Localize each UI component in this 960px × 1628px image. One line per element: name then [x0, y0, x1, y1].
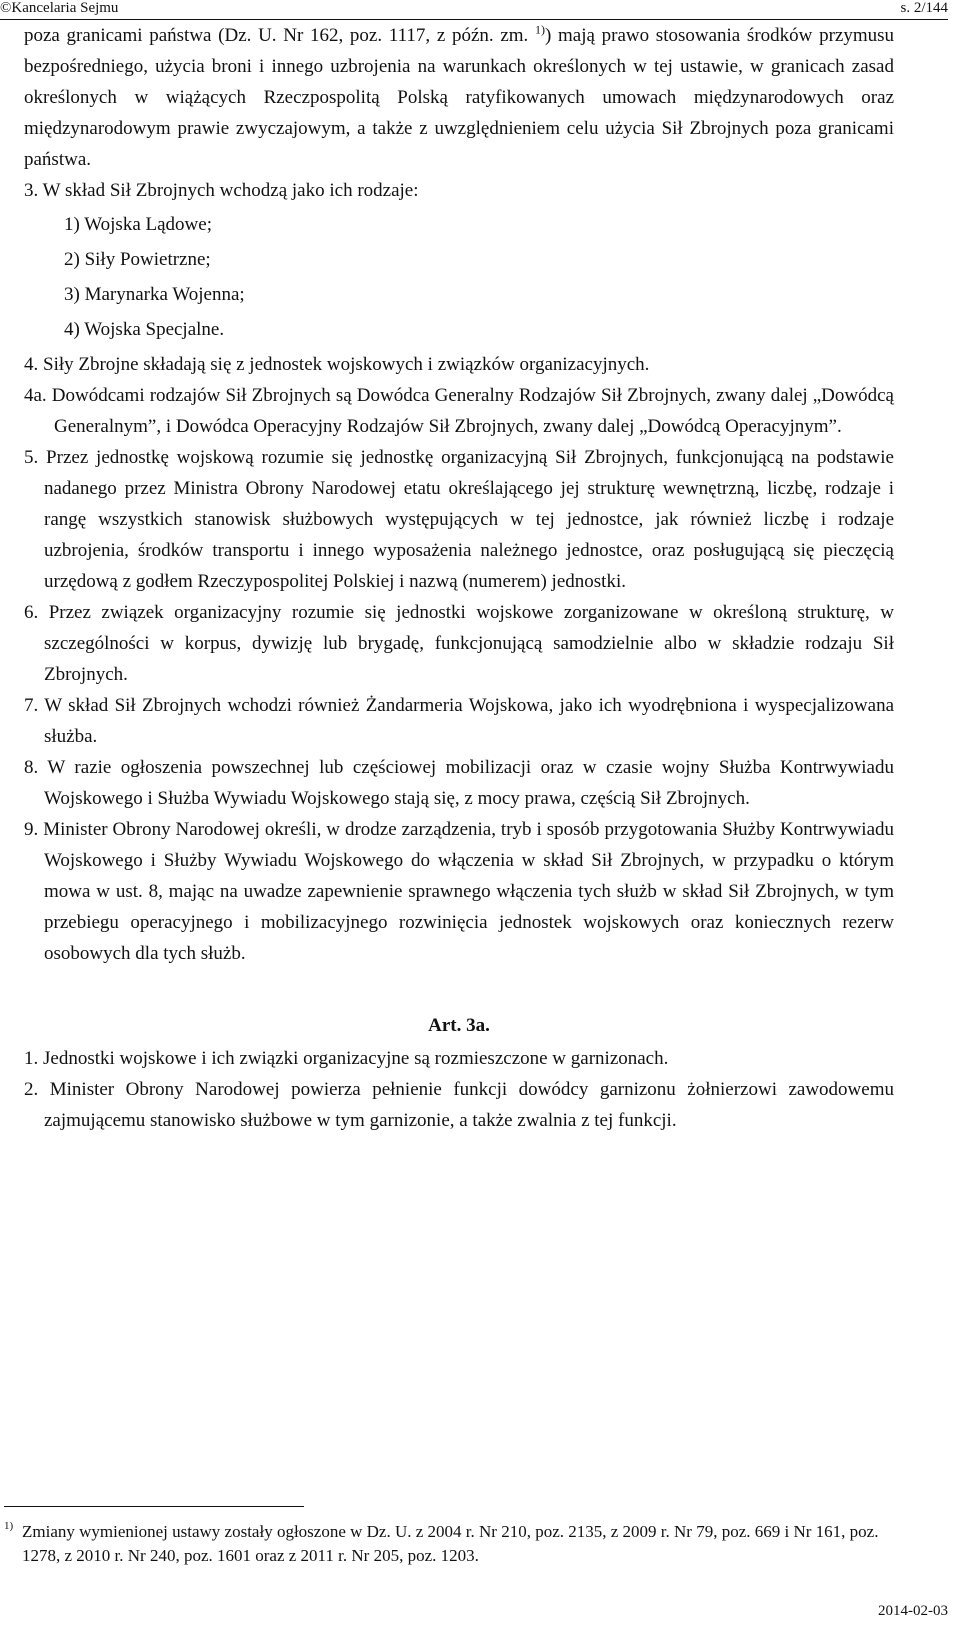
paragraph-4a: 4a. Dowódcami rodzajów Sił Zbrojnych są Dowódca Generalny Rodzajów Sił Zbrojnych, zwany dalej „Dowódcą Generalnym”, i Dowódca Operacyjny Rodzajów Sił Zbrojnych, zwany dalej „Dowódcą Operacyjnym”.: [24, 385, 894, 437]
document-date: 2014-02-03: [878, 1603, 948, 1619]
list-item: 2) Siły Powietrzne;: [64, 249, 211, 270]
list-item: 1) Wojska Lądowe;: [64, 214, 212, 235]
article-paragraph-1: 1. Jednostki wojskowe i ich związki organizacyjne są rozmieszczone w garnizonach.: [24, 1048, 669, 1069]
paragraph-7: 7. W skład Sił Zbrojnych wchodzi również Żandarmeria Wojskowa, jako ich wyodrębniona i wyspecjalizowana służba.: [24, 695, 894, 747]
paragraph-6: 6. Przez związek organizacyjny rozumie się jednostki wojskowe zorganizowane w określoną strukturę, w szczególności w korpus, dywizję lub brygadę, funkcjonującą samodzielnie albo w składzie rodzaju Sił Zbrojnych.: [24, 602, 894, 685]
paragraph-9: 9. Minister Obrony Narodowej określi, w drodze zarządzenia, tryb i sposób przygotowania Służby Kontrwywiadu Wojskowego i Służby Wywiadu Wojskowego do włączenia w skład Sił Zbrojnych, w przypadku o którym mowa w ust. 8, mając na uwadze zapewnienie sprawnego włączenia tych służb w skład Sił Zbrojnych, w tym przebiegu operacyjnego i mobilizacyjnego rozwinięcia jednostek wojskowych oraz koniecznych rezerw osobowych dla tych służb.: [24, 819, 894, 964]
paragraph-8: 8. W razie ogłoszenia powszechnej lub częściowej mobilizacji oraz w czasie wojny Służba Kontrwywiadu Wojskowego i Służba Wywiadu Wojskowego stają się, z mocy prawa, częścią Sił Zbrojnych.: [24, 757, 894, 809]
article-paragraph-2: 2. Minister Obrony Narodowej powierza pełnienie funkcji dowódcy garnizonu żołnierzowi zawodowemu zajmującemu stanowisko służbowe w tym garnizonie, a także zwalnia z tej funkcji.: [24, 1079, 894, 1131]
list-item: 3) Marynarka Wojenna;: [64, 284, 245, 305]
footnote-mark: 1): [4, 1520, 14, 1532]
footnote-text: Zmiany wymienionej ustawy zostały ogłoszone w Dz. U. z 2004 r. Nr 210, poz. 2135, z 2009 r. Nr 79, poz. 669 i Nr 161, poz. 1278, z 2010 r. Nr 240, poz. 1601 oraz z 2011 r. Nr 205, poz. 1203.: [22, 1522, 879, 1565]
footnote-separator: [4, 1506, 304, 1507]
page-number: s. 2/144: [900, 0, 948, 16]
paragraph-continuation-text-b: ) mają prawo stosowania środków przymusu bezpośredniego, użycia broni i innego uzbrojenia na warunkach określonych w tej ustawie, w granicach zasad określonych w wiążących Rzeczpospolitą Polską ratyfikowanych umowach międzynarodowych oraz międzynarodowym prawie zwyczajowym, a także z uwzględnieniem celu użycia Sił Zbrojnych poza granicami państwa.: [24, 25, 894, 170]
document-body: [24, 20, 894, 1136]
paragraph-3: 3. W skład Sił Zbrojnych wchodzą jako ich rodzaje:: [24, 180, 419, 201]
article-title: Art. 3a.: [428, 1015, 490, 1036]
footnote: [4, 1520, 884, 1568]
page-header: [0, 0, 948, 20]
paragraph-4: 4. Siły Zbrojne składają się z jednostek wojskowych i związków organizacyjnych.: [24, 354, 650, 375]
footnote-ref: 1): [535, 22, 545, 37]
paragraph-continuation: [24, 20, 894, 175]
paragraph-continuation-text-a: poza granicami państwa (Dz. U. Nr 162, poz. 1117, z późn. zm.: [24, 25, 529, 46]
paragraph-5: 5. Przez jednostkę wojskową rozumie się jednostkę organizacyjną Sił Zbrojnych, funkcjonującą na podstawie nadanego przez Ministra Obrony Narodowej etatu określającego jej strukturę wewnętrzną, liczbę, rodzaje i rangę wszystkich stanowisk służbowych występujących w tej jednostce, jak również liczbę i rodzaje uzbrojenia, środków transportu i innego wyposażenia należnego jednostce, oraz posługującą się pieczęcią urzędową z godłem Rzeczypospolitej Polskiej i nazwą (numerem) jednostki.: [24, 447, 894, 592]
list-item: 4) Wojska Specjalne.: [64, 319, 225, 340]
section-spacer: [24, 969, 894, 1010]
source-label: ©Kancelaria Sejmu: [0, 0, 119, 16]
